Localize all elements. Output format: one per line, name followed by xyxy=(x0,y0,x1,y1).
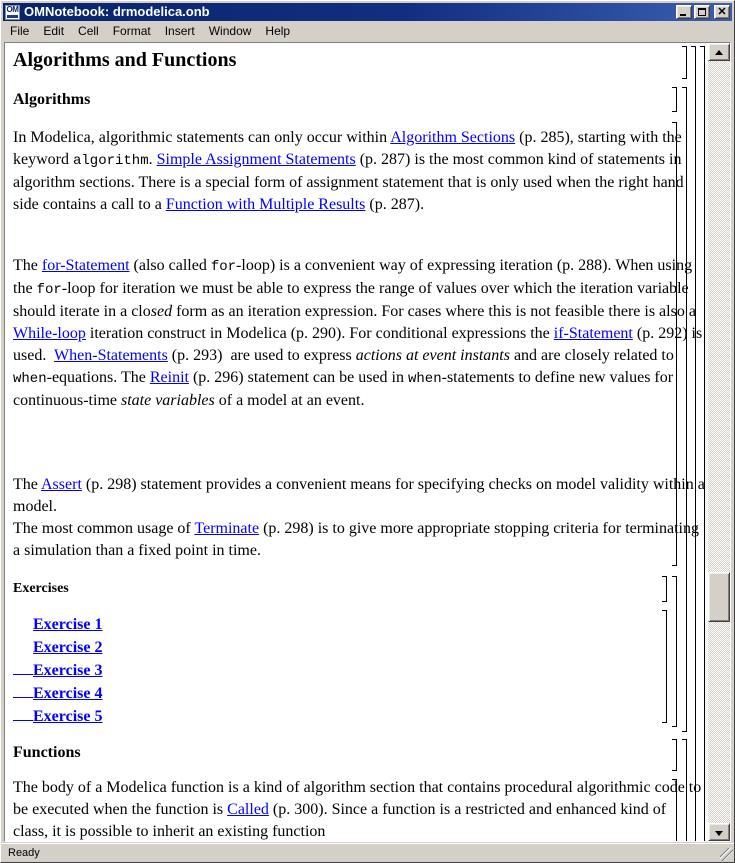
functions-paragraph-1[interactable] xyxy=(13,777,705,841)
doc-link[interactable]: Algorithm Sections xyxy=(390,129,516,146)
algorithms-paragraph-1[interactable] xyxy=(13,127,705,216)
algorithms-heading-cell[interactable]: Algorithms xyxy=(13,91,91,108)
cell-bracket-algorithms-heading[interactable] xyxy=(672,87,677,112)
exercise-link-5[interactable] xyxy=(13,704,705,728)
app-icon-om-text: OM xyxy=(6,5,19,14)
doc-link[interactable]: Exercise 1 xyxy=(33,616,103,633)
doc-link[interactable]: Function with Multiple Results xyxy=(165,196,366,213)
doc-link[interactable]: Exercise 2 xyxy=(33,639,103,656)
text-segment: (p. 300). Since a function is a restricted and enhanced kind of class, it is possible to inherit an existing function xyxy=(13,801,667,840)
text-segment: actions at event instants xyxy=(355,347,510,364)
status-text: Ready xyxy=(8,847,40,859)
doc-title-cell[interactable]: Algorithms and Functions xyxy=(13,49,237,71)
text-segment: (p. 287) is the most common kind of statements in algorithm sections. There is a special form of assignment statement that is only used when the right hand side contains a call to a xyxy=(13,151,684,213)
text-segment: In Modelica, algorithmic statements can only occur within xyxy=(13,129,391,146)
doc-link[interactable]: Exercise 3 xyxy=(33,662,103,679)
menu-item-help[interactable]: Help xyxy=(265,24,291,38)
text-segment: (p. 292) is used. xyxy=(13,325,703,364)
text-segment: when xyxy=(13,371,47,387)
exercise-link-4[interactable] xyxy=(13,681,705,705)
algorithms-paragraph-3[interactable] xyxy=(13,474,705,562)
functions-heading-cell[interactable]: Functions xyxy=(13,744,81,761)
text-segment: The xyxy=(13,476,41,493)
menu-item-insert[interactable]: Insert xyxy=(164,24,195,38)
menu-item-window[interactable]: Window xyxy=(208,24,252,38)
cell-bracket-algorithms-text[interactable] xyxy=(672,122,677,566)
text-segment: -equations. The xyxy=(46,369,150,386)
doc-link[interactable]: Terminate xyxy=(194,520,260,537)
resize-grip-icon[interactable] xyxy=(720,848,733,861)
exercise-link-1[interactable] xyxy=(13,612,705,636)
text-segment: form as an iteration expression. For cases where this is not feasible there is also a xyxy=(172,303,696,320)
text-segment: sed xyxy=(150,303,173,320)
exercise-link-2[interactable] xyxy=(13,635,705,659)
doc-link[interactable]: Assert xyxy=(41,476,82,493)
group-bracket-document[interactable] xyxy=(691,46,696,841)
text-segment: (p. 296) statement can be used in xyxy=(188,369,408,386)
text-segment: (p. 298) statement provides a convenient means for specifying checks on model validity within a model. xyxy=(13,476,705,515)
text-segment: -loop) is a convenient way of expressing iteration (p. 288). When using the xyxy=(13,257,693,297)
doc-link[interactable]: for-Statement xyxy=(41,257,130,274)
exercises-heading-cell[interactable]: Exercises xyxy=(13,581,69,596)
text-segment: and are closely related to xyxy=(509,347,674,364)
text-segment: The xyxy=(13,257,42,274)
doc-link[interactable]: Exercise 5 xyxy=(33,708,103,725)
text-segment: . xyxy=(148,151,157,168)
doc-link[interactable]: While-loop xyxy=(13,325,86,342)
text-segment: The body of a Modelica function is a kind of algorithm section that contains procedural algorithmic code to be executed when the function is xyxy=(13,779,702,818)
scrollbar-thumb[interactable] xyxy=(708,572,730,622)
text-segment: The most common usage of xyxy=(13,520,195,537)
group-bracket-exercises[interactable] xyxy=(672,576,677,727)
text-segment: (p. 287). xyxy=(365,196,425,213)
maximize-button[interactable] xyxy=(694,5,710,19)
title-bar[interactable] xyxy=(3,3,732,21)
doc-link[interactable]: Simple Assignment Statements xyxy=(156,151,356,168)
menu-item-format[interactable]: Format xyxy=(112,24,151,38)
group-bracket-algorithms[interactable] xyxy=(682,87,687,732)
text-segment xyxy=(13,635,33,652)
text-segment: iteration construct in Modelica (p. 290). For conditional expressions the xyxy=(85,325,554,342)
scroll-up-button[interactable] xyxy=(708,43,730,61)
vertical-scrollbar[interactable] xyxy=(708,43,730,841)
text-segment: -loop for iteration we must be able to express the range of values over which the iteration variable should iterate in a clo xyxy=(13,280,689,320)
text-segment: (p. 298) is to give more appropriate stopping criteria for terminating a simulation than a fixed point in time. xyxy=(13,520,699,559)
text-segment: when xyxy=(408,371,442,387)
text-segment xyxy=(13,612,33,629)
text-segment xyxy=(13,704,33,721)
text-segment xyxy=(13,681,33,698)
up-arrow-icon xyxy=(715,50,723,55)
cell-bracket-functions-heading[interactable] xyxy=(672,739,677,771)
maximize-icon xyxy=(698,8,706,16)
close-icon: ✕ xyxy=(717,6,727,18)
text-segment: (p. 293) are used to express xyxy=(167,347,356,364)
window-title: OMNotebook: drmodelica.onb xyxy=(24,4,210,19)
text-segment: (also called xyxy=(129,257,211,274)
close-button[interactable] xyxy=(714,5,730,19)
text-segment: of a model at an event. xyxy=(214,392,365,409)
minimize-button[interactable] xyxy=(676,5,692,19)
menu-item-file[interactable]: File xyxy=(10,24,30,38)
cell-bracket-exercise-links[interactable] xyxy=(662,610,667,723)
scroll-down-button[interactable] xyxy=(708,823,730,841)
group-bracket-functions[interactable] xyxy=(682,739,687,841)
text-segment: for xyxy=(210,259,237,275)
doc-link[interactable]: Reinit xyxy=(149,369,189,386)
text-segment: (p. 285), starting with the keyword xyxy=(13,129,682,168)
doc-link[interactable]: When-Statements xyxy=(54,347,168,364)
text-segment: algorithm xyxy=(72,153,149,169)
text-segment xyxy=(13,658,33,675)
notebook-canvas[interactable] xyxy=(5,43,708,841)
doc-link[interactable]: Exercise 4 xyxy=(33,685,103,702)
cell-bracket-title[interactable] xyxy=(682,46,687,79)
algorithms-paragraph-2[interactable] xyxy=(13,255,705,412)
group-bracket-notebook[interactable] xyxy=(700,46,705,841)
cell-bracket-exercises-heading[interactable] xyxy=(662,576,667,602)
menu-item-cell[interactable]: Cell xyxy=(78,24,99,38)
text-segment: state variables xyxy=(120,392,215,409)
status-bar xyxy=(1,843,734,862)
app-icon-strip xyxy=(7,15,18,18)
doc-link[interactable]: Called xyxy=(227,801,269,818)
notebook-frame xyxy=(4,42,731,842)
text-segment: for xyxy=(36,282,62,298)
menu-bar xyxy=(3,21,732,41)
cell-bracket-functions-text[interactable] xyxy=(672,779,677,841)
text-segment: -statements to define new values for continuous-time xyxy=(13,369,674,409)
exercise-link-3[interactable] xyxy=(13,658,705,682)
doc-link[interactable]: if-Statement xyxy=(553,325,633,342)
down-arrow-icon xyxy=(715,831,723,836)
minimize-icon xyxy=(680,14,686,16)
menu-item-edit[interactable]: Edit xyxy=(43,24,65,38)
app-icon[interactable] xyxy=(5,5,20,20)
